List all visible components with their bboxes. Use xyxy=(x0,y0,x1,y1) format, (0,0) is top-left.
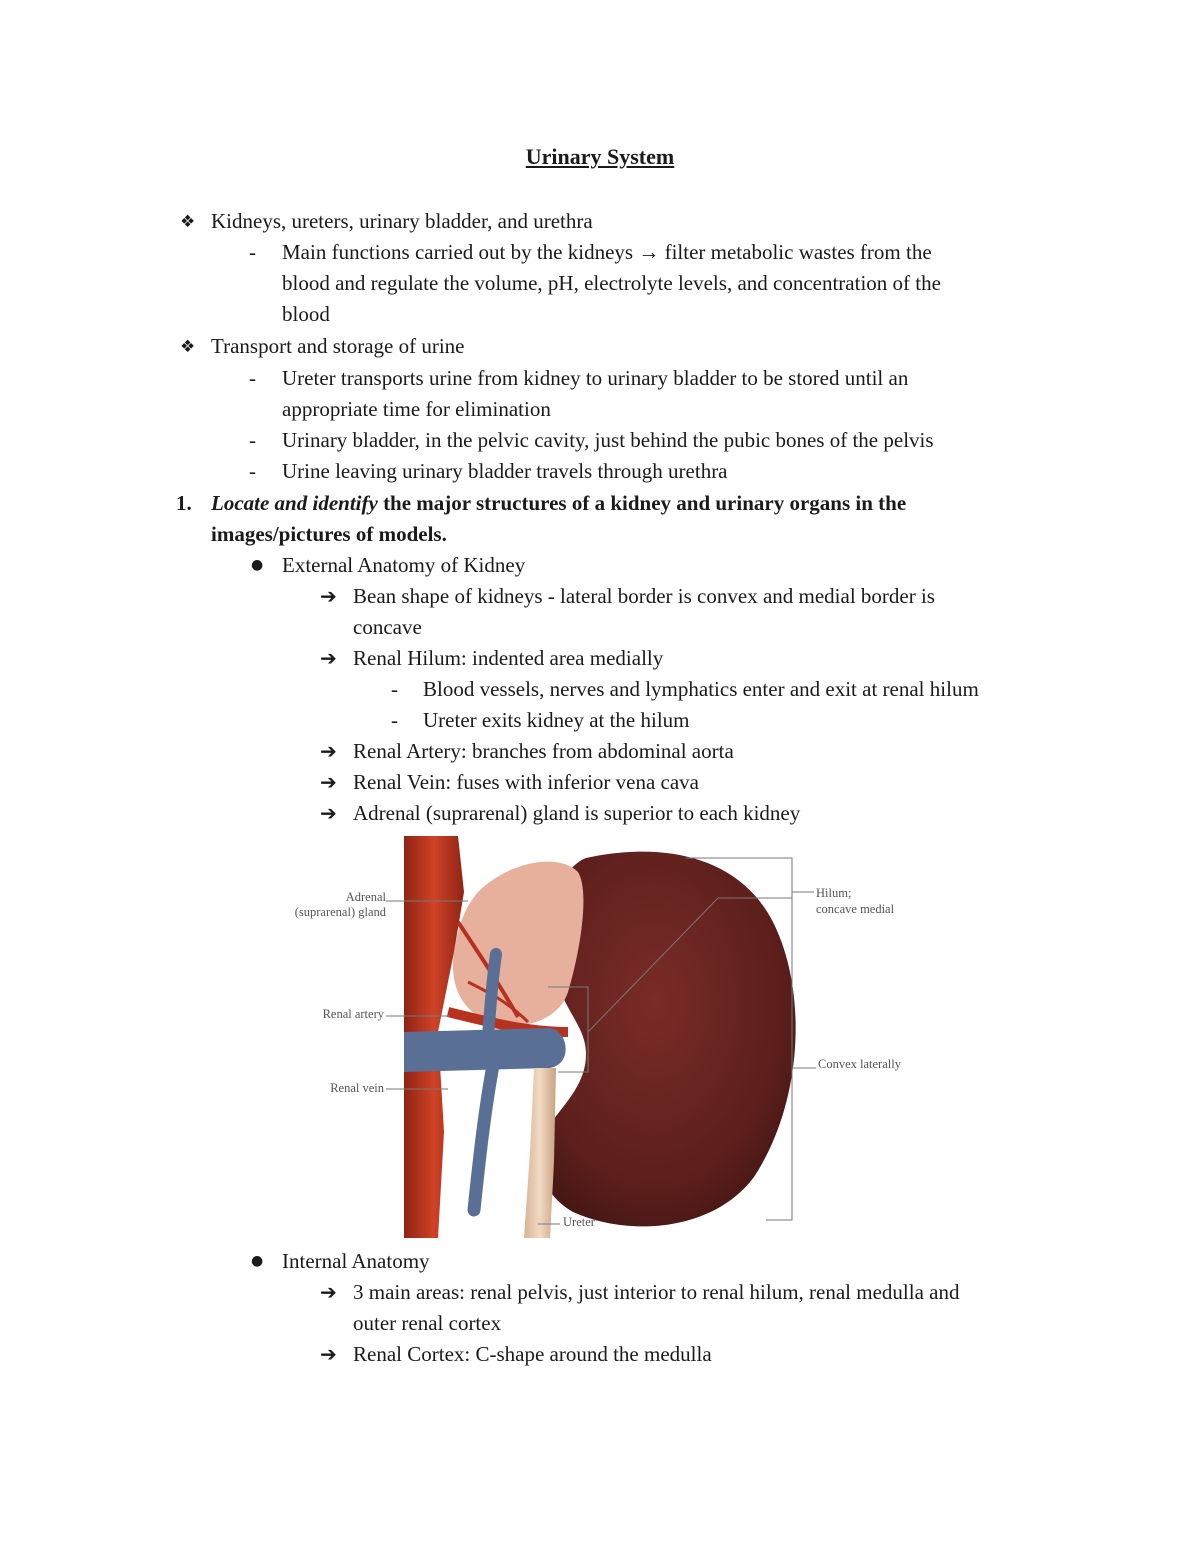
gonadal-vein-shape xyxy=(474,1060,494,1210)
main-areas-line-2: outer renal cortex xyxy=(353,1311,502,1335)
dash-marker: - xyxy=(249,240,256,264)
adrenal-vein-shape xyxy=(488,954,496,1036)
kidney-functions-line-1: Main functions carried out by the kidneys → filter metabolic wastes from the xyxy=(282,240,932,264)
kidney-external-anatomy-figure xyxy=(268,832,928,1242)
label-adrenal-line-2: (suprarenal) gland xyxy=(294,905,386,919)
label-renal-vein: Renal vein xyxy=(330,1081,384,1095)
dash-marker: - xyxy=(249,459,256,483)
ureter-transport-line-2: appropriate time for elimination xyxy=(282,397,551,421)
dash-marker: - xyxy=(391,677,398,701)
bean-shape-line-1: Bean shape of kidneys - lateral border is convex and medial border is xyxy=(353,584,935,608)
overview-bullet-1: Kidneys, ureters, urinary bladder, and urethra xyxy=(211,209,593,233)
round-bullet-icon: ● xyxy=(251,1253,264,1269)
renal-hilum-line: Renal Hilum: indented area medially xyxy=(353,646,664,670)
label-hilum-line-1: Hilum; xyxy=(816,886,852,900)
label-renal-artery: Renal artery xyxy=(322,1007,384,1021)
bladder-location-line: Urinary bladder, in the pelvic cavity, just behind the pubic bones of the pelvis xyxy=(282,428,934,452)
adrenal-gland-line: Adrenal (suprarenal) gland is superior to each kidney xyxy=(353,801,801,825)
kidney-functions-line-3: blood xyxy=(282,302,330,326)
ureter-exit-line: Ureter exits kidney at the hilum xyxy=(423,708,690,732)
dash-marker: - xyxy=(249,366,256,390)
renal-artery-line: Renal Artery: branches from abdominal aorta xyxy=(353,739,734,763)
label-ureter: Ureter xyxy=(563,1215,595,1229)
label-adrenal-line-1: Adrenal xyxy=(345,890,386,904)
renal-cortex-line: Renal Cortex: C-shape around the medulla xyxy=(353,1342,712,1366)
arrow-bullet-icon: ➔ xyxy=(320,770,337,794)
internal-anatomy-heading: Internal Anatomy xyxy=(282,1249,430,1273)
round-bullet-icon: ● xyxy=(251,557,264,573)
arrow-bullet-icon: ➔ xyxy=(320,584,337,608)
diamond-bullet-icon: ❖ xyxy=(180,212,196,232)
external-anatomy-heading: External Anatomy of Kidney xyxy=(282,553,526,577)
overview-bullet-2: Transport and storage of urine xyxy=(211,334,465,358)
arrow-bullet-icon: ➔ xyxy=(320,801,337,825)
label-hilum-line-2: concave medial xyxy=(816,902,895,916)
dash-marker: - xyxy=(249,428,256,452)
arrow-bullet-icon: ➔ xyxy=(320,1342,337,1366)
objective-line-1 xyxy=(211,488,906,519)
diamond-bullet-icon: ❖ xyxy=(180,337,196,357)
urethra-line: Urine leaving urinary bladder travels through urethra xyxy=(282,459,728,483)
objective-rest: the major structures of a kidney and urinary organs in the xyxy=(377,491,907,515)
arrow-bullet-icon: ➔ xyxy=(320,1280,337,1304)
kidney-functions-line-2: blood and regulate the volume, pH, electrolyte levels, and concentration of the xyxy=(282,271,941,295)
dash-marker: - xyxy=(391,708,398,732)
ureter-transport-line-1: Ureter transports urine from kidney to urinary bladder to be stored until an xyxy=(282,366,909,390)
ureter-shape xyxy=(524,1068,556,1238)
arrow-bullet-icon: ➔ xyxy=(320,739,337,763)
renal-vein-line: Renal Vein: fuses with inferior vena cava xyxy=(353,770,699,794)
hilum-vessels-line: Blood vessels, nerves and lymphatics enter and exit at renal hilum xyxy=(423,677,979,701)
objective-number: 1. xyxy=(176,491,192,515)
label-convex-laterally: Convex laterally xyxy=(818,1057,901,1071)
page-title: Urinary System xyxy=(525,144,675,169)
arrow-bullet-icon: ➔ xyxy=(320,646,337,670)
objective-line-2: images/pictures of models. xyxy=(211,522,447,546)
bean-shape-line-2: concave xyxy=(353,615,422,639)
objective-verb: Locate and identify xyxy=(211,491,378,515)
main-areas-line-1: 3 main areas: renal pelvis, just interior to renal hilum, renal medulla and xyxy=(353,1280,960,1304)
